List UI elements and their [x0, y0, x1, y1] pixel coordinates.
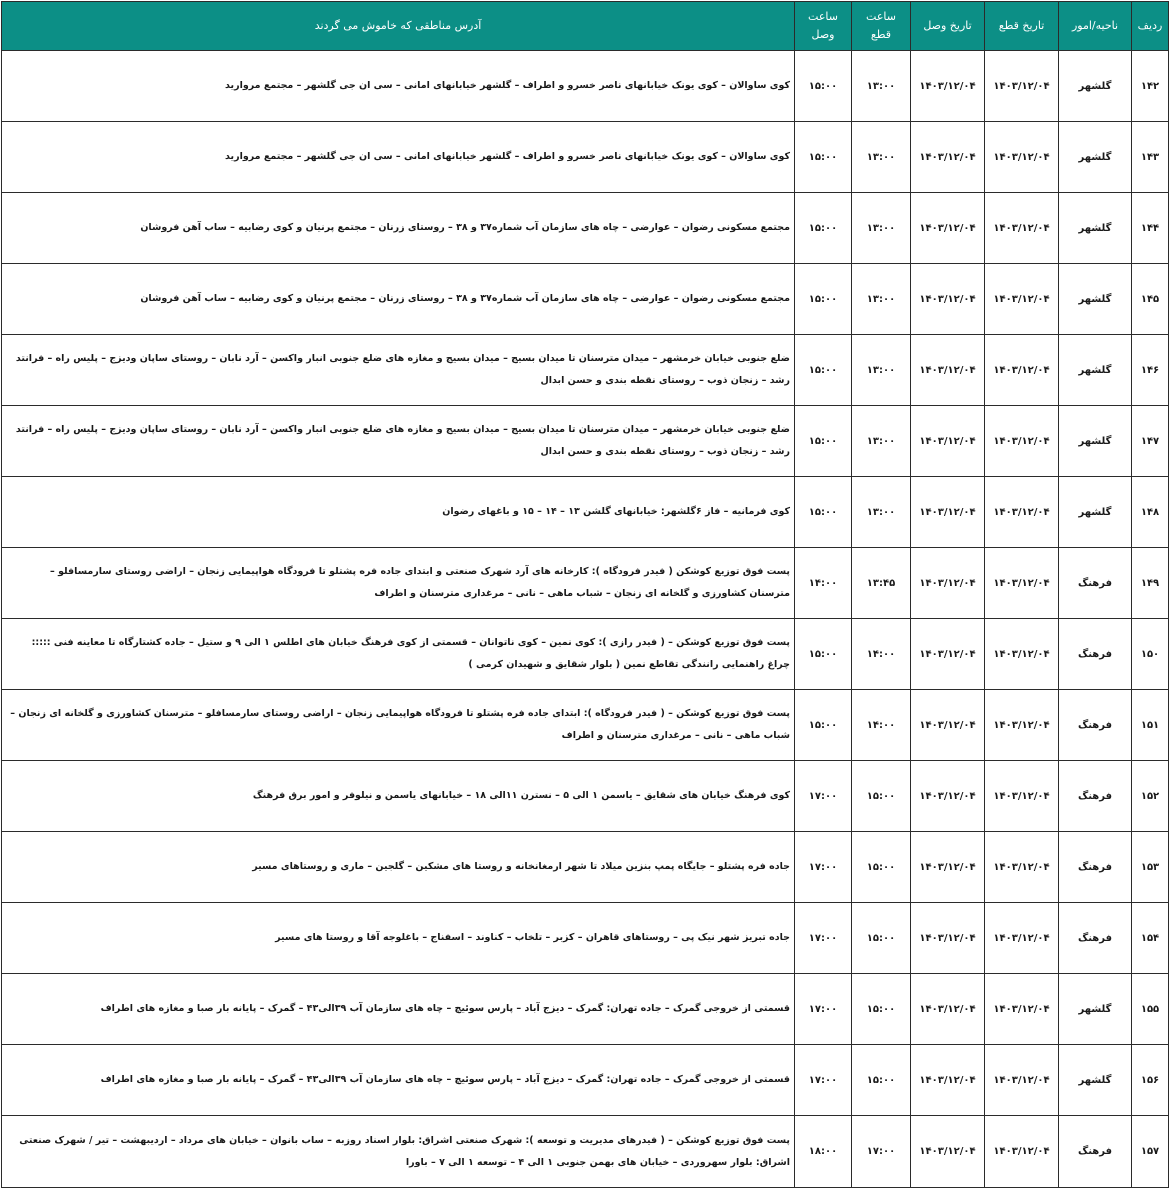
table-row	[2, 903, 1169, 974]
area-cell: گلشهر	[1059, 335, 1132, 406]
area-cell: گلشهر	[1059, 51, 1132, 122]
table-row	[2, 832, 1169, 903]
connect-date-cell: ۱۴۰۳/۱۲/۰۴	[911, 264, 985, 335]
cut-date-cell: ۱۴۰۳/۱۲/۰۴	[985, 690, 1059, 761]
row-number-cell: ۱۴۵	[1132, 264, 1169, 335]
address-cell: جاده تبریز شهر نیک پی – روستاهای قاهران – کزبر – تلخاب – کناوند – اسفناج – باغلوجه آقا و روستا های مسیر	[2, 903, 795, 974]
area-cell: گلشهر	[1059, 264, 1132, 335]
area-cell: گلشهر	[1059, 477, 1132, 548]
address-cell: کوی فرهنگ خیابان های شقایق – یاسمن ۱ الی ۵ – نسترن ۱۱الی ۱۸ – خیابانهای یاسمن و نیلوفر و امور برق فرهنگ	[2, 761, 795, 832]
connect-time-cell: ۱۷:۰۰	[795, 832, 852, 903]
table-row	[2, 761, 1169, 832]
table-body	[2, 51, 1169, 1188]
cut-time-cell: ۱۳:۰۰	[852, 51, 911, 122]
connect-date-cell: ۱۴۰۳/۱۲/۰۴	[911, 193, 985, 264]
area-cell: فرهنگ	[1059, 619, 1132, 690]
connect-time-cell: ۱۷:۰۰	[795, 761, 852, 832]
address-cell: پست فوق توزیع کوشکن – ( فیدر فرودگاه ): ابتدای جاده فره پشتلو تا فرودگاه هواپیمایی زنجان – اراضی روستای سارمسافلو – مترسنان کشاورزی و گلخانه ای زنجان – شباب ماهی – نانی – مرغداری مترسنان و اطراف	[2, 690, 795, 761]
connect-date-cell: ۱۴۰۳/۱۲/۰۴	[911, 477, 985, 548]
header-row	[2, 2, 1169, 51]
connect-date-cell: ۱۴۰۳/۱۲/۰۴	[911, 761, 985, 832]
cut-date-cell: ۱۴۰۳/۱۲/۰۴	[985, 548, 1059, 619]
connect-time-cell: ۱۵:۰۰	[795, 264, 852, 335]
table-row	[2, 264, 1169, 335]
row-number-cell: ۱۴۸	[1132, 477, 1169, 548]
table-row	[2, 1116, 1169, 1188]
cut-time-cell: ۱۵:۰۰	[852, 1045, 911, 1116]
table-row	[2, 51, 1169, 122]
row-number-cell: ۱۵۱	[1132, 690, 1169, 761]
cut-time-cell: ۱۳:۴۵	[852, 548, 911, 619]
connect-time-cell: ۱۷:۰۰	[795, 903, 852, 974]
connect-time-cell: ۱۵:۰۰	[795, 193, 852, 264]
connect-date-cell: ۱۴۰۳/۱۲/۰۴	[911, 690, 985, 761]
address-cell: کوی فرمانیه – فاز ۶گلشهر: خیابانهای گلشن ۱۳ – ۱۴ – ۱۵ و باغهای رضوان	[2, 477, 795, 548]
address-cell: پست فوق توزیع کوشکن ( فیدر فرودگاه ): کارخانه های آرد شهرک صنعتی و ابتدای جاده فره پشتلو تا فرودگاه هواپیمایی زنجان – اراضی روستای سارمسافلو – مترسنان کشاورزی و گلخانه ای زنجان – شباب ماهی – نانی – مرغداری مترسنان و اطراف	[2, 548, 795, 619]
table-row	[2, 406, 1169, 477]
cut-date-cell: ۱۴۰۳/۱۲/۰۴	[985, 193, 1059, 264]
table-row	[2, 193, 1169, 264]
cut-date-cell: ۱۴۰۳/۱۲/۰۴	[985, 903, 1059, 974]
cut-date-cell: ۱۴۰۳/۱۲/۰۴	[985, 477, 1059, 548]
cut-date-cell: ۱۴۰۳/۱۲/۰۴	[985, 264, 1059, 335]
cut-time-cell: ۱۳:۰۰	[852, 264, 911, 335]
connect-time-cell: ۱۵:۰۰	[795, 51, 852, 122]
header-connect-date: تاریخ وصل	[911, 2, 985, 51]
table-row	[2, 690, 1169, 761]
area-cell: فرهنگ	[1059, 1116, 1132, 1188]
cut-date-cell: ۱۴۰۳/۱۲/۰۴	[985, 619, 1059, 690]
cut-time-cell: ۱۵:۰۰	[852, 974, 911, 1045]
connect-time-cell: ۱۴:۰۰	[795, 548, 852, 619]
cut-date-cell: ۱۴۰۳/۱۲/۰۴	[985, 832, 1059, 903]
table-row	[2, 122, 1169, 193]
area-cell: فرهنگ	[1059, 903, 1132, 974]
cut-date-cell: ۱۴۰۳/۱۲/۰۴	[985, 51, 1059, 122]
cut-time-cell: ۱۵:۰۰	[852, 903, 911, 974]
row-number-cell: ۱۵۴	[1132, 903, 1169, 974]
area-cell: گلشهر	[1059, 122, 1132, 193]
row-number-cell: ۱۴۹	[1132, 548, 1169, 619]
address-cell: قسمتی از خروجی گمرک – جاده تهران: گمرک – دیزج آباد – پارس سوئیچ – چاه های سازمان آب ۳۹الی۴۳ – گمرک – پایانه بار صبا و مغازه های اطراف	[2, 974, 795, 1045]
header-row-number: ردیف	[1132, 2, 1169, 51]
row-number-cell: ۱۵۶	[1132, 1045, 1169, 1116]
connect-time-cell: ۱۷:۰۰	[795, 1045, 852, 1116]
row-number-cell: ۱۵۲	[1132, 761, 1169, 832]
connect-date-cell: ۱۴۰۳/۱۲/۰۴	[911, 51, 985, 122]
address-cell: مجتمع مسکونی رضوان – عوارضی – چاه های سازمان آب شماره۳۷ و ۳۸ – روستای زرنان – مجتمع پرنیان و کوی رضابیه – ساب آهن فروشان	[2, 193, 795, 264]
row-number-cell: ۱۵۵	[1132, 974, 1169, 1045]
header-cut-date: تاریخ قطع	[985, 2, 1059, 51]
connect-time-cell: ۱۵:۰۰	[795, 335, 852, 406]
row-number-cell: ۱۴۴	[1132, 193, 1169, 264]
address-cell: قسمتی از خروجی گمرک – جاده تهران: گمرک – دیزج آباد – پارس سوئیچ – چاه های سازمان آب ۳۹الی۴۳ – گمرک – پایانه بار صبا و مغازه های اطراف	[2, 1045, 795, 1116]
connect-date-cell: ۱۴۰۳/۱۲/۰۴	[911, 1116, 985, 1188]
connect-time-cell: ۱۵:۰۰	[795, 477, 852, 548]
area-cell: گلشهر	[1059, 974, 1132, 1045]
row-number-cell: ۱۴۳	[1132, 122, 1169, 193]
area-cell: فرهنگ	[1059, 690, 1132, 761]
cut-time-cell: ۱۳:۰۰	[852, 477, 911, 548]
row-number-cell: ۱۴۲	[1132, 51, 1169, 122]
cut-date-cell: ۱۴۰۳/۱۲/۰۴	[985, 1045, 1059, 1116]
cut-date-cell: ۱۴۰۳/۱۲/۰۴	[985, 974, 1059, 1045]
connect-time-cell: ۱۷:۰۰	[795, 974, 852, 1045]
connect-date-cell: ۱۴۰۳/۱۲/۰۴	[911, 1045, 985, 1116]
cut-date-cell: ۱۴۰۳/۱۲/۰۴	[985, 335, 1059, 406]
cut-time-cell: ۱۷:۰۰	[852, 1116, 911, 1188]
row-number-cell: ۱۵۷	[1132, 1116, 1169, 1188]
cut-time-cell: ۱۵:۰۰	[852, 761, 911, 832]
header-address: آدرس مناطقی که خاموش می گردند	[2, 2, 795, 51]
cut-date-cell: ۱۴۰۳/۱۲/۰۴	[985, 1116, 1059, 1188]
table-row	[2, 619, 1169, 690]
connect-date-cell: ۱۴۰۳/۱۲/۰۴	[911, 406, 985, 477]
connect-time-cell: ۱۵:۰۰	[795, 690, 852, 761]
area-cell: گلشهر	[1059, 193, 1132, 264]
table-row	[2, 477, 1169, 548]
address-cell: کوی ساوالان – کوی یونک خیابانهای ناصر خسرو و اطراف – گلشهر خیابانهای امانی – سی ان جی گلشهر – مجتمع مروارید	[2, 51, 795, 122]
cut-time-cell: ۱۳:۰۰	[852, 335, 911, 406]
header-area: ناحیه/امور	[1059, 2, 1132, 51]
cut-time-cell: ۱۵:۰۰	[852, 832, 911, 903]
area-cell: فرهنگ	[1059, 761, 1132, 832]
address-cell: مجتمع مسکونی رضوان – عوارضی – چاه های سازمان آب شماره۳۷ و ۳۸ – روستای زرنان – مجتمع پرنیان و کوی رضابیه – ساب آهن فروشان	[2, 264, 795, 335]
connect-time-cell: ۱۸:۰۰	[795, 1116, 852, 1188]
table-row	[2, 335, 1169, 406]
address-cell: پست فوق توزیع کوشکن – ( فیدرهای مدیریت و توسعه ): شهرک صنعتی اشراق: بلوار اسناد روزبه – ساب بانوان – خیابان های مرداد – اردیبهشت – تیر / شهرک صنعتی اشراق: بلوار سهروردی – خیابان های بهمن جنوبی ۱ الی ۴ – توسعه ۱ الی ۷ – باورا	[2, 1116, 795, 1188]
address-cell: ضلع جنوبی خیابان خرمشهر – میدان مترسنان تا میدان بسیج – میدان بسیج و مغازه های ضلع جنوبی انبار واکسن – آرد نابان – روستای ساپان ودیزج – پلیس راه – فرانتد رشد – زنجان ذوب – روستای نقطه بندی و حسن ابدال	[2, 406, 795, 477]
address-cell: کوی ساوالان – کوی یونک خیابانهای ناصر خسرو و اطراف – گلشهر خیابانهای امانی – سی ان جی گلشهر – مجتمع مروارید	[2, 122, 795, 193]
connect-date-cell: ۱۴۰۳/۱۲/۰۴	[911, 122, 985, 193]
connect-date-cell: ۱۴۰۳/۱۲/۰۴	[911, 832, 985, 903]
cut-date-cell: ۱۴۰۳/۱۲/۰۴	[985, 406, 1059, 477]
table-row	[2, 548, 1169, 619]
cut-time-cell: ۱۴:۰۰	[852, 619, 911, 690]
cut-date-cell: ۱۴۰۳/۱۲/۰۴	[985, 122, 1059, 193]
row-number-cell: ۱۵۳	[1132, 832, 1169, 903]
connect-time-cell: ۱۵:۰۰	[795, 406, 852, 477]
area-cell: گلشهر	[1059, 406, 1132, 477]
address-cell: پست فوق توزیع کوشکن – ( فیدر رازی ): کوی نمین – کوی ناتوانان – قسمتی از کوی فرهنگ خیابان های اطلس ۱ الی ۹ و ستیل – جاده کشتارگاه تا معاینه فنی ::::: چراغ راهنمایی رانندگی تقاطع نمین ( بلوار شقایق و شهیدان کرمی )	[2, 619, 795, 690]
connect-time-cell: ۱۵:۰۰	[795, 619, 852, 690]
cut-time-cell: ۱۳:۰۰	[852, 122, 911, 193]
row-number-cell: ۱۴۷	[1132, 406, 1169, 477]
area-cell: فرهنگ	[1059, 548, 1132, 619]
cut-date-cell: ۱۴۰۳/۱۲/۰۴	[985, 761, 1059, 832]
address-cell: ضلع جنوبی خیابان خرمشهر – میدان مترسنان تا میدان بسیج – میدان بسیج و مغازه های ضلع جنوبی انبار واکسن – آرد نابان – روستای ساپان ودیزج – پلیس راه – فرانتد رشد – زنجان ذوب – روستای نقطه بندی و حسن ابدال	[2, 335, 795, 406]
connect-date-cell: ۱۴۰۳/۱۲/۰۴	[911, 619, 985, 690]
table-header	[2, 2, 1169, 51]
cut-time-cell: ۱۳:۰۰	[852, 193, 911, 264]
outage-schedule-table	[1, 1, 1169, 1188]
connect-date-cell: ۱۴۰۳/۱۲/۰۴	[911, 548, 985, 619]
row-number-cell: ۱۵۰	[1132, 619, 1169, 690]
header-cut-time: ساعت قطع	[852, 2, 911, 51]
connect-date-cell: ۱۴۰۳/۱۲/۰۴	[911, 335, 985, 406]
connect-time-cell: ۱۵:۰۰	[795, 122, 852, 193]
area-cell: فرهنگ	[1059, 832, 1132, 903]
address-cell: جاده فره پشتلو – جایگاه پمپ بنزین میلاد تا شهر ارمغانخانه و روستا های مشکین – گلجین – ماری و روستاهای مسیر	[2, 832, 795, 903]
cut-time-cell: ۱۳:۰۰	[852, 406, 911, 477]
area-cell: گلشهر	[1059, 1045, 1132, 1116]
connect-date-cell: ۱۴۰۳/۱۲/۰۴	[911, 974, 985, 1045]
cut-time-cell: ۱۴:۰۰	[852, 690, 911, 761]
connect-date-cell: ۱۴۰۳/۱۲/۰۴	[911, 903, 985, 974]
row-number-cell: ۱۴۶	[1132, 335, 1169, 406]
header-connect-time: ساعت وصل	[795, 2, 852, 51]
table-row	[2, 974, 1169, 1045]
table-row	[2, 1045, 1169, 1116]
